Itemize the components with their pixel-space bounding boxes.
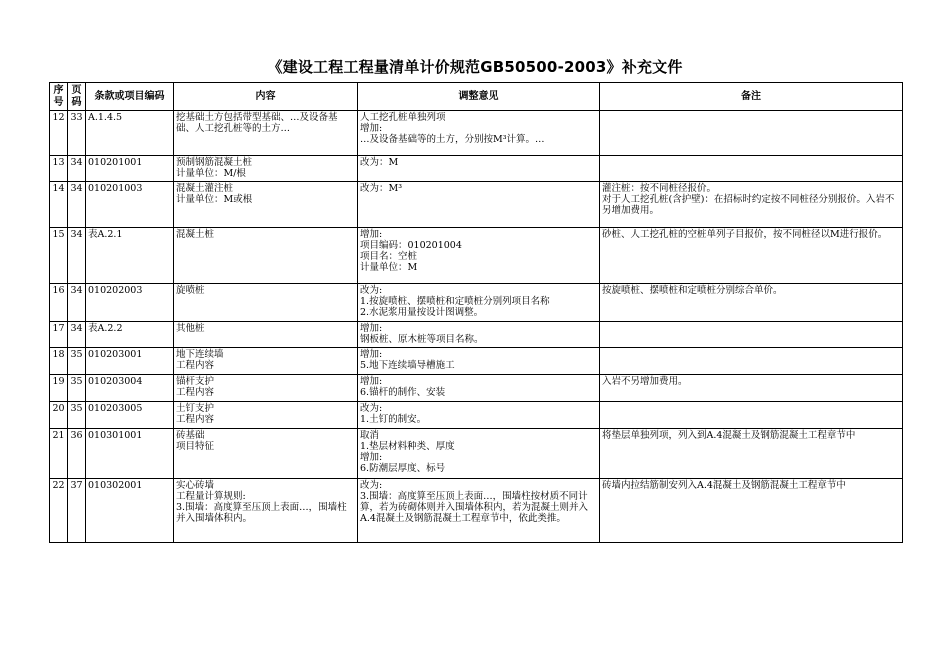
header-page: 页码 [68, 83, 86, 111]
cell-code: 010203005 [86, 402, 174, 429]
cell-page: 35 [68, 375, 86, 402]
table-row [50, 228, 903, 284]
cell-adjust: 增加: 5.地下连续墙导槽施工 [358, 348, 600, 375]
cell-seq: 15 [50, 228, 68, 284]
table-row [50, 348, 903, 375]
table-row [50, 182, 903, 228]
cell-seq: 18 [50, 348, 68, 375]
cell-page: 34 [68, 228, 86, 284]
cell-remark: 砖墙内拉结筋制安列入A.4混凝土及钢筋混凝土工程章节中 [600, 479, 903, 543]
cell-adjust: 改为：M [358, 156, 600, 182]
cell-content: 挖基础土方包括带型基础、…及设备基础、人工挖孔桩等的土方… [174, 111, 358, 156]
cell-seq: 19 [50, 375, 68, 402]
cell-adjust: 增加: 钢板桩、原木桩等项目名称。 [358, 322, 600, 348]
cell-content: 混凝土桩 [174, 228, 358, 284]
table-header-row [50, 83, 903, 111]
cell-code: 010301001 [86, 429, 174, 479]
cell-seq: 16 [50, 284, 68, 322]
cell-remark: 按旋喷桩、摆喷桩和定喷桩分别综合单价。 [600, 284, 903, 322]
cell-remark: 灌注桩：按不同桩径报价。 对于人工挖孔桩(含护壁)：在招标时约定按不同桩径分别报价。入岩不另增加费用。 [600, 182, 903, 228]
cell-adjust: 改为：M³ [358, 182, 600, 228]
cell-content: 砖基础 项目特征 [174, 429, 358, 479]
document-title: 《建设工程工程量清单计价规范GB50500-2003》补充文件 [267, 58, 683, 76]
cell-remark: 入岩不另增加费用。 [600, 375, 903, 402]
cell-content: 实心砖墙 工程量计算规则: 3.围墙：高度算至压顶上表面…，围墙柱并入围墙体积内。 [174, 479, 358, 543]
cell-content: 旋喷桩 [174, 284, 358, 322]
cell-page: 33 [68, 111, 86, 156]
cell-page: 34 [68, 284, 86, 322]
cell-seq: 17 [50, 322, 68, 348]
cell-content: 锚杆支护 工程内容 [174, 375, 358, 402]
cell-remark [600, 348, 903, 375]
cell-seq: 20 [50, 402, 68, 429]
cell-content: 地下连续墙 工程内容 [174, 348, 358, 375]
cell-remark: 将垫层单独列项，列入到A.4混凝土及钢筋混凝土工程章节中 [600, 429, 903, 479]
header-adjust: 调整意见 [358, 83, 600, 111]
table-row [50, 479, 903, 543]
cell-page: 36 [68, 429, 86, 479]
cell-code: A.1.4.5 [86, 111, 174, 156]
cell-adjust: 增加: 项目编码：010201004 项目名：空桩 计量单位：M [358, 228, 600, 284]
cell-adjust: 改为: 3.围墙：高度算至压顶上表面…，围墙柱按材质不同计算，若为砖砌体则并入围墙体积内，若为混凝土则并入A.4混凝土及钢筋混凝土工程章节中，依此类推。 [358, 479, 600, 543]
cell-remark [600, 322, 903, 348]
table-row [50, 322, 903, 348]
cell-remark: 砂桩、人工挖孔桩的空桩单列子目报价，按不同桩径以M进行报价。 [600, 228, 903, 284]
header-code: 条款或项目编码 [86, 83, 174, 111]
header-seq: 序号 [50, 83, 68, 111]
cell-code: 010203001 [86, 348, 174, 375]
cell-page: 35 [68, 348, 86, 375]
cell-content: 其他桩 [174, 322, 358, 348]
cell-page: 34 [68, 322, 86, 348]
cell-seq: 14 [50, 182, 68, 228]
cell-adjust: 增加: 6.锚杆的制作、安装 [358, 375, 600, 402]
cell-seq: 12 [50, 111, 68, 156]
cell-adjust: 人工挖孔桩单独列项 增加: …及设备基础等的土方，分别按M³计算。… [358, 111, 600, 156]
cell-content: 土钉支护 工程内容 [174, 402, 358, 429]
cell-adjust: 改为: 1.按旋喷桩、摆喷桩和定喷桩分别列项目名称 2.水泥浆用量按设计图调整。 [358, 284, 600, 322]
table-row [50, 375, 903, 402]
cell-content: 混凝土灌注桩 计量单位：M或根 [174, 182, 358, 228]
header-content: 内容 [174, 83, 358, 111]
cell-seq: 21 [50, 429, 68, 479]
cell-page: 35 [68, 402, 86, 429]
cell-remark [600, 111, 903, 156]
cell-adjust: 改为: 1.土钉的制安。 [358, 402, 600, 429]
table-row [50, 402, 903, 429]
cell-code: 010201003 [86, 182, 174, 228]
cell-content: 预制钢筋混凝土桩 计量单位：M/根 [174, 156, 358, 182]
cell-seq: 13 [50, 156, 68, 182]
table-row [50, 284, 903, 322]
cell-code: 010202003 [86, 284, 174, 322]
cell-remark [600, 156, 903, 182]
supplement-table [49, 82, 903, 543]
cell-page: 34 [68, 156, 86, 182]
table-row [50, 156, 903, 182]
header-remark: 备注 [600, 83, 903, 111]
cell-adjust: 取消 1.垫层材料种类、厚度 增加: 6.防潮层厚度、标号 [358, 429, 600, 479]
cell-code: 表A.2.2 [86, 322, 174, 348]
cell-code: 010302001 [86, 479, 174, 543]
cell-code: 表A.2.1 [86, 228, 174, 284]
cell-remark [600, 402, 903, 429]
cell-code: 010203004 [86, 375, 174, 402]
cell-page: 37 [68, 479, 86, 543]
table-row [50, 429, 903, 479]
cell-seq: 22 [50, 479, 68, 543]
cell-code: 010201001 [86, 156, 174, 182]
cell-page: 34 [68, 182, 86, 228]
table-row [50, 111, 903, 156]
